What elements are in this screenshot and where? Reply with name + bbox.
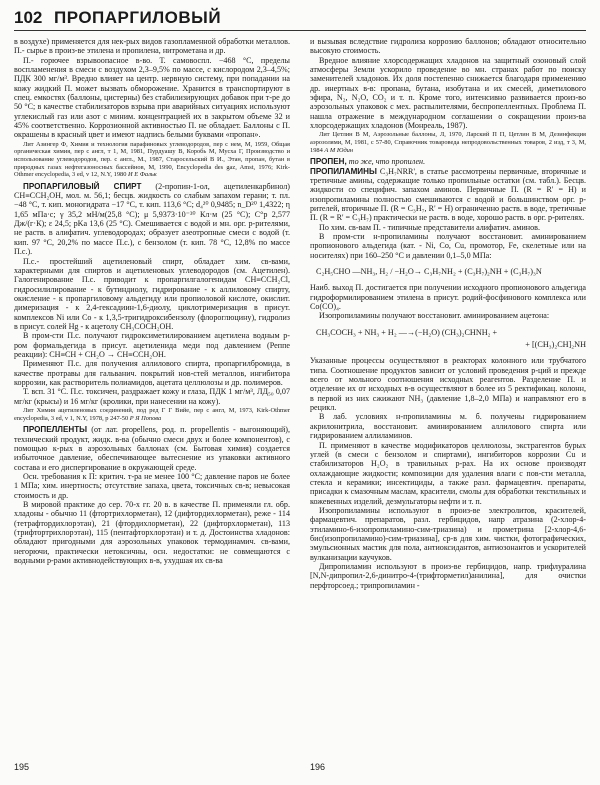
entry-propylamines (310, 167, 586, 223)
paragraph: П. применяют в качестве модификаторов целлюлозы, экстрагентов бурых углей (в смеси с бензолом и спиртами), ингибиторов коррозии Cu и стабилизаторов H₂O₂ в травильных р-рах. На их основе производят охлаждающие жидкости; композиции для удаления влаги с пов-сти металла, стекла и керамики; инсектициды, а также разл. фармацевтич. препараты, присадки к смазочным маслам, красители, смолы для обработки текстильных и кожевенных изделий, дезмульгаторы нефти и т. п. (310, 440, 586, 506)
entry-term: ПРОПАРГИЛОВЫЙ СПИРТ (23, 181, 142, 191)
paragraph: Дипропиламин используют в произ-ве гербицидов, напр. трифлуралина [N,N-дипропил-2,6-динитро-4-(трифторметил)анилина], для очистки перфторсоед.; трипропиламин - (310, 561, 586, 590)
page-title: ПРОПАРГИЛОВЫЙ (54, 8, 222, 27)
literature-author: А М Юдин (324, 146, 354, 154)
entry-term: ПРОПЕЛЛЕНТЫ (23, 425, 88, 435)
header-rule (14, 30, 586, 31)
paragraph: Осн. требования к П: критич. т-ра не менее 100 °С; давление паров не более 1 МПа; хим. инертность; отсутствие запаха, цвета, токсичных св-в; невысокая стоимость и др. (14, 471, 290, 500)
entry-text: (2-пропин-1-ол, ацетиленкарбинол) CH≡CCH₂OH, мол. м. 56,1; бесцв. жидкость со слабым запахом герани; т. пл. −48 °С, т. кип. моногидрата −17 °С, т. кип. 113,6 °С; d₄²⁰ 0,9485; n_D²⁰ 1,4322; η 1,65 мПа·с; γ 35,2 мН/м(25,8 °С); μ 5,9373·10⁻³⁰ Кл·м (25 °С); C°p 2,577 Дж/(г·К); ε 24,5; pKa 13,6 (25 °С). Смешивается с водой и мн. орг. р-рителями, не раств. в алифатич. углеводородах; образует азеотропные смеси с водой (т. кип. 97 °С, 20,2% по массе П.с.), с бензолом (т. кип. 78 °С, 12,8% по массе П.с.). (14, 181, 290, 257)
literature-author: И Е Фальк (128, 171, 157, 179)
formula-acetone-amination-continued: + [(CH₃)₂CH]₂NH (525, 340, 586, 350)
literature-text: Лит Химия ацетиленовых соединений, под ред Г Г Вийе, пер с англ, М, 1973, Kirk-Othmer encyclopedia, 3 ed, v 1, N.Y, 1978, p 247-50 (14, 407, 290, 422)
footer-left-page-number: 195 (14, 762, 30, 772)
literature-note (14, 407, 290, 422)
paragraph: Применяют П.с. для получения аллилового спирта, пропаргилбромида, в качестве протравы для гальванич. покрытий нов-стей металлов, ингибитора коррозии, как растворитель полиамидов, ацетата целлюлозы и др. полимеров. (14, 359, 290, 387)
paragraph: и вызывая вследствие гидролиза коррозию баллонов; обладают относительно высокую стоимость. (310, 37, 586, 56)
paragraph: По хим. св-вам П. - типичные представители алифатич. аминов. (319, 222, 541, 232)
literature-text: Лит Цетлин В М, Аэрозольные баллоны, Л, 1970, Ларский П П, Цетлин В М, Дезинфекция аэрозолями, М, 1981, с 57-80, Справочник товароведа непродовольственных товаров, 2 изд, т 3, М, 1984 (310, 131, 586, 154)
right-column (310, 37, 586, 752)
page-number: 102 (14, 8, 43, 27)
paragraph: В мировой практике до сер. 70-х гг. 20 в. в качестве П. применяли гл. обр. хладоны - обычно 11 (фтортрихлорметан), 12 (дифтордихлорметан), реже - 114 (тетрафтордихлорэтан), 21 (фтордихлорметан), 22 (дифторхлорметан), 113 (трифтортрихлорэтан), 115 (пентафторхлорэтан) и т. д. Достоинства хладонов: обладают пригодными для аэрозольных упаковок термодинамич. св-вами, негорючи, практически нетоксичны, осн. недостатки: не совмещаются с водными р-рами активнодействующих в-в, ухудшая их св-ва (14, 499, 290, 565)
entry-propargyl-alcohol (14, 182, 290, 257)
paragraph: П.- горючее взрывоопасное в-во. Т. самовоспл. −468 °С, пределы воспламенения в смеси с воздухом 2,3–9,5% по массе, с кислородом 2,3–4,5%; ПДК 300 мг/м³. Вредно влияет на центр. нервную систему, при попадании на кожу жидкий П. может вызвать обморожение. Хранится в транспортируют в спец. емкостях (баллоны, цистерны) без стабилизирующих добавок при т-ре до 50 °С; в качестве стабилизаторов взрыва при аварийных ситуациях используют углекислый газ или азот с миним. концентрацией их в закрытом объеме 32 и 45% соответственно. Коррозионной активностью П. не обладает. Баллоны с П. окрашены в красный цвет и имеют надпись белыми буквами «пропан». (14, 55, 290, 140)
paragraph: Изопропиламины используют в произ-ве электролитов, красителей, фармацевтич. препаратов, разл. гербицидов, напр атразина (2-хлор-4-этиламино-6-изопропиламино-сим-триазина) и прометрина [2-хлор-4,6-бис(изопропиламино)-сим-триазина], ср-в для хим. чистки, фотографических, эмульсионных мастик для пола, антиоксидантов, антиозонантов и ускорителей вулканизации каучуков. (310, 505, 586, 562)
paragraph: П.с.- простейший ацетиленовый спирт, обладает хим. св-вами, характерными для спиртов и ацетиленовых углеводородов (см. Ацетилен). Галогенирование П.с. приводит к пропаргилгалогенидам CH≡CCH₂Cl, гидросилилирование - к бутиндиолу, гидрирование - к аллиловому спирту, окисление - к пропаргиловому альдегиду или пропиоловой кислоте, окислит. димеризация - к 2,4-гексадиин-1,6-диолу, циклотримеризация в присут. комплексов Ni или Co - к 1,3,5-тригидроксибензолу (флороглюцину), гидролиз в присут. солей Hg - к ацетолу CH₃COCH₂OH. (14, 256, 290, 331)
entry-text: (от лат. propellens, род. п. propellentis - выгоняющий), технический продукт, жидк. в-ва (обычно смеси двух и более компонентов), с помощью к-рых в аэрозольных баллонах (см. Бытовая химия) создается избыточное давление, обеспечивающее вытеснение из упаковки активного состава и его диспергирование в окружающей среде. (14, 425, 290, 472)
paragraph: В лаб. условиях н-пропиламины м. б. получены гидрированием акрилонитрила, восстановит. аминированием аллилового спирта или гидрированием аллиламинов. (310, 412, 586, 441)
literature-note (14, 141, 290, 179)
page-header (14, 8, 586, 30)
formula-acetone-amination: CH₃COCH₃ + NH₃ + H₂ ―→(−H₂O) (CH₃)₂CHNH₂ + (316, 327, 498, 337)
paragraph: В пром-сти н-пропиламины получают восстановит. аминированием пропионового альдегида (кат. - Ni, Co, Cu, промотор, Fe, скелетные или на носителях) при 160–250 °С и давлении 0,1–5,0 МПа: (310, 231, 586, 260)
footer-right-page-number: 196 (310, 762, 326, 772)
paragraph: Наиб. выход П. достигается при получении исходного пропионового альдегида гидроформилированием этилена в присут. родий-фосфинового комплекса или Co(CO)₄. (310, 283, 586, 312)
entry-term: ПРОПИЛАМИНЫ (310, 166, 377, 176)
entry-propene (310, 157, 586, 166)
paragraph: Изопропиламины получают восстановит. аминированием ацетона: (319, 311, 550, 321)
left-column (14, 37, 290, 752)
entry-text: то же, что пропилен. (346, 157, 426, 167)
formula-propionaldehyde-amination: C₂H₅CHO ―NH₃, H₂ / −H₂O→ C₃H₇NH₂ + (C₃H₇)₂NH + (C₃H₇)₃N (316, 267, 542, 276)
entry-term: ПРОПЕН, (310, 157, 347, 167)
paragraph: в воздухе) применяется для нек-рых видов газопламенной обработки металлов. П.- сырье в произ-ве этилена и пропилена, нитрометана и др. (14, 37, 290, 56)
literature-note (310, 131, 586, 154)
entry-text: C₃H₇NRR', в статье рассмотрены первичные, вторичные и третичные амины, содержащие только пропильные остатки (см. табл.). Бесцв. жидкости со специфич. запахом аминов. Первичные П. (R = R' = H) и изопропиламины полностью смешиваются с водой и большинством орг. р-рителей, вторичные П. (R = C₃H₇, R' = H) ограниченно раств. в воде, третичные П. (R = R' = C₃H₇) практически не раств. в воде, хорошо раств. в орг. р-рителях. (310, 166, 586, 223)
literature-author: Р Я Попова (129, 414, 162, 422)
paragraph: Указанные процессы осуществляют в реакторах колонного или трубчатого типа. Соотношение продуктов зависит от условий проведения р-ций и прежде всего от мольного соотношения исходных реагентов. Разделение П. и отделение их от исходных в-в осуществляют в более из 5 ректификац. колонн, в первой из них сжижают NH₃ (давление 1,8–2,0 МПа) и направляют его в рецикл. (310, 356, 586, 413)
paragraph: В пром-сти П.с. получают гидроксиметилированием ацетилена водным р-ром формальдегида в присут. ацетиленида меди под давлением (Реппе реакции): CH≡CH + CH₂O → CH≡CCH₂OH. (14, 331, 290, 359)
paragraph: Вредное влияние хлорсодержащих хладонов на защитный озоновый слой атмосферы Земли ускорило проведение во мн. странах работ по поиску заменителей хладонов. Их доля постепенно снижается благодаря применению др. инертных в-в: пропана, бутана, изобутана и их смесей, диметилового эфира, N₂, N₂O, CO₂ и т. п. Кроме того, интенсивно развивается произ-во аэрозольных упаковок с мех. распылителями, беспропеллентных. Проблема П. нашла отражение в международном соглашении о сокращении произ-ва хлорсодержащих хладонов (Монреаль, 1987). (310, 55, 586, 131)
entry-propellants (14, 425, 290, 472)
literature-text: Лит Азингер Ф, Химия и технология парафиновых углеводородов, пер с нем, М, 1959, Общая органическая химия, пер с англ, т 1, М, 1981, Пурдуашу В, Коробь М, Мусха Г, Производство и использование углеводородов, пер. с англ., М., 1987, Старосельский В И., Этан, пропан, бутан в природных газах нефтегазоносных бассейнов, М, 1990, Encyclopedia des gaz, Amst, 1976; Kirk-Othmer encyclopedia, 3 ed, v 12, N.Y, 1980 (14, 140, 290, 179)
paragraph: Т. всп. 31 °С. П.с. токсичен, раздражает кожу и глаза, ПДК 1 мг/м³, ЛД₅₀ 0,07 мг/кг (крысы) и 16 мг/кг (кролики, при нанесении на кожу). (14, 387, 290, 406)
